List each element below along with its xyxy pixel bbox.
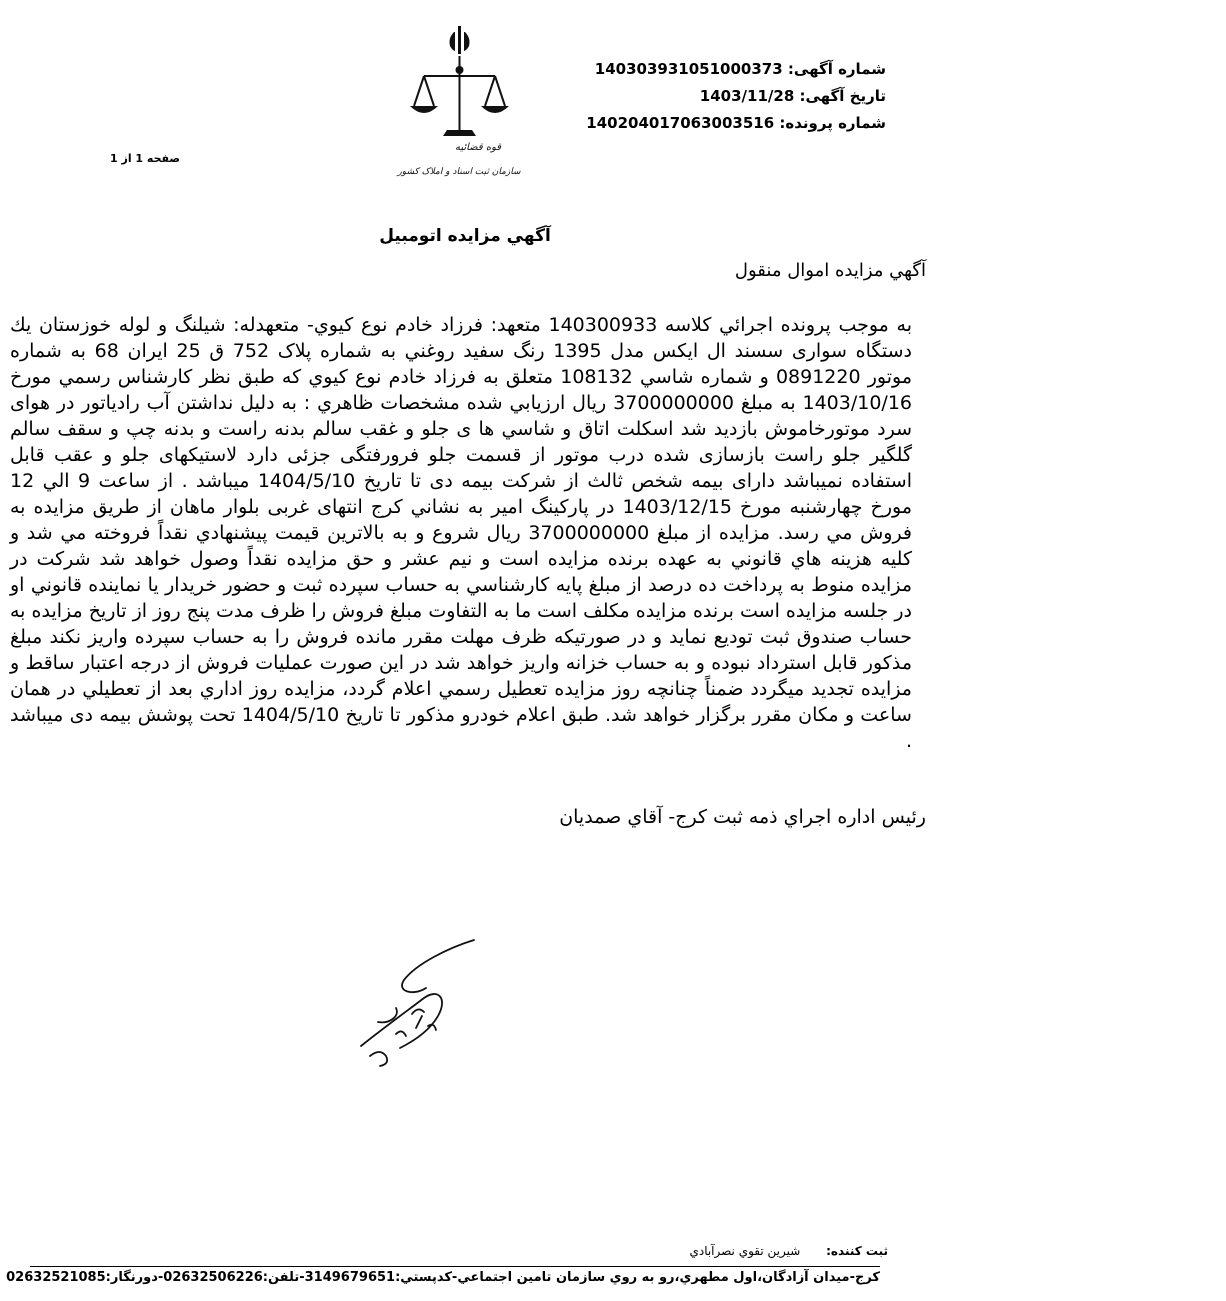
- emblem-caption-registration-org: سازمان ثبت اسناد و املاک کشور: [397, 167, 521, 177]
- judiciary-emblem-logo: [392, 18, 527, 188]
- registrar: [689, 1244, 888, 1258]
- ad-number-label: شماره آگهی:: [787, 60, 886, 78]
- registrar-label: ثبت كننده:: [826, 1244, 888, 1258]
- page-indicator: صفحه 1 از 1: [110, 152, 181, 165]
- ad-date-row: [556, 83, 886, 110]
- file-number-row: [556, 110, 886, 137]
- emblem-caption-judiciary: قوه قضائیه: [454, 142, 502, 153]
- page-subtitle: آگهي مزايده اموال منقول: [734, 260, 926, 281]
- announcement-meta: [556, 56, 886, 137]
- signer-line: رئيس اداره اجراي ذمه ثبت كرج- آقاي صمديان: [559, 806, 926, 828]
- ad-number-value: 14030393105100037​3: [594, 60, 783, 78]
- file-number-label: شماره پرونده:: [779, 114, 886, 132]
- ad-date-value: 1403/11/28: [699, 87, 795, 105]
- file-number-value: 140204017063003516: [586, 114, 775, 132]
- footer-address: كرج-ميدان آزادگان،اول مطهري،رو به روي سازمان تامين اجتماعي-كدپستي:3149679651-تلفن:02632506226-دورنگار:02632521085: [6, 1270, 880, 1285]
- handwritten-signature: [356, 936, 486, 1071]
- page-title: آگهي مزايده اتومبيل: [379, 226, 551, 246]
- ad-date-label: تاريخ آگهی:: [799, 87, 886, 105]
- registrar-name: شيرين تقوي نصرآبادي: [689, 1244, 801, 1258]
- ad-number-row: [556, 56, 886, 83]
- announcement-body: به موجب پرونده اجرائي كلاسه 140300933 متعهد: فرزاد خادم نوع كيوي- متعهدله: شيلنگ و لوله خوزستان يك دستگاه سواری سسند ال ايكس مدل 1395 رنگ سفيد روغني به شماره پلاک 752 ق 25 ايران 68 به شماره موتور 0891220 و شماره شاسي 108132 متعلق به فرزاد خادم نوع كيوي كه طبق نظر كارشناس رسمي مورخ 1403/10/16 به مبلغ 3700000000 ريال ارزيابي شده مشخصات ظاهري : به دليل نداشتن آب رادياتور در هواى سرد موتورخاموش بازديد شد اسكلت اتاق و شاسي ها ی جلو و غقب سالم بدنه راست و بدنه چپ و سقف سالم گلگير جلو راست بازسازی شده درب موتور از قسمت جلو فرورفتگی جزئی دارد لاستيكهای جلو و عقب قابل استفاده نميباشد دارای بيمه شخص ثالث از شركت بيمه دی تا تاريخ 1404/5/10 ميباشد . از ساعت 9 الي 12 مورخ چهارشنبه مورخ 1403/12/15 در پاركينگ امير به نشاني كرج انتهای غربی بلوار ماهان از طريق مزايده به فروش مي رسد. مزايده از مبلغ 3700000000 ريال شروع و به بالاترين قيمت پيشنهادي نقداً فروخته مي شد و كليه هزينه هاي قانوني به عهده برنده مزايده است و نيم عشر و حق مزايده نقداً وصول خواهد شد شركت در مزايده منوط به پرداخت ده درصد از مبلغ پايه كارشناسي به حساب سپرده ثبت و حضور خريدار يا نماينده قانوني او در جلسه مزايده است برنده مزايده مكلف است ما به التفاوت مبلغ فروش را ظرف مدت پنج روز از تاريخ مزايده به حساب صندوق ثبت توديع نمايد و در صورتيكه ظرف مهلت مقرر مانده فروش را به حساب سپرده واريز نكند مبلغ مذكور قابل استرداد نبوده و به حساب خزانه واريز خواهد شد در اين صورت عمليات فروش از درجه اعتبار ساقط و مزايده تجديد ميگردد ضمناً چنانچه روز مزايده تعطيل رسمي اعلام گردد، مزايده روز اداري بعد از تعطيلي در همان ساعت و مكان مقرر برگزار خواهد شد. طبق اعلام خودرو مذكور تا تاريخ 1404/5/10 تحت پوشش بيمه دی ميباشد .: [10, 314, 913, 752]
- footer-divider: [30, 1266, 880, 1267]
